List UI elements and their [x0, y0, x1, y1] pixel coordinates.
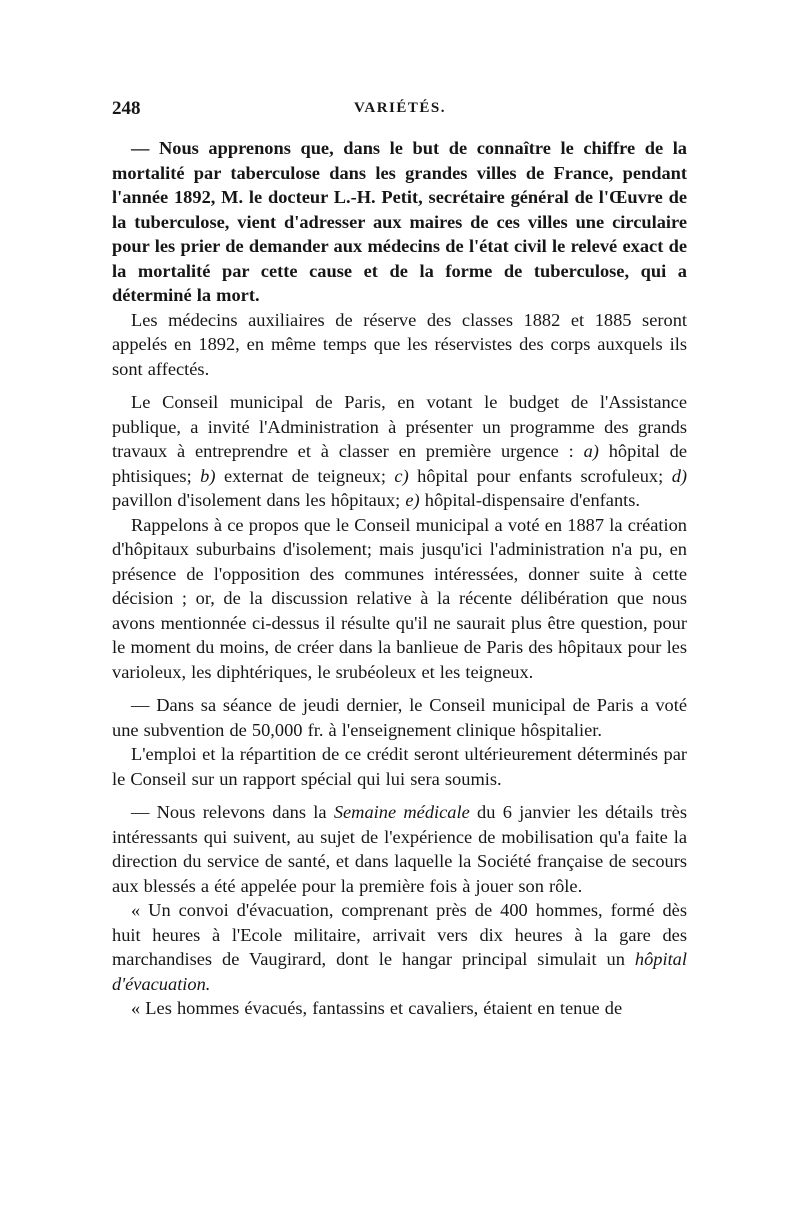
page-header: [112, 98, 688, 124]
paragraph-p9: [112, 996, 687, 1021]
paragraph-text: externat de teigneux;: [215, 465, 395, 486]
paragraph-text: L'emploi et la répartition de ce crédit seront ultérieurement déterminés par le Conseil sur un rapport spécial qui lui sera soumis.: [112, 744, 687, 789]
paragraph-text: hôpital-dispensaire d'enfants.: [419, 490, 641, 510]
paragraph-text: Les médecins auxiliaires de réserve des classes 1882 et 1885 seront appelés en 1892, en même temps que les réservistes des corps auxquels ils sont affectés.: [112, 309, 687, 379]
italic-text: c): [394, 465, 409, 486]
italic-text: b): [200, 465, 216, 486]
paragraph-text: — Dans sa séance de jeudi dernier, le Conseil municipal de Paris a voté une subvention de 50,000 fr. à l'enseignement clinique hôspitalier.: [112, 695, 687, 740]
paragraph-text: — Nous relevons dans la: [131, 802, 334, 822]
paragraph-p3: [112, 390, 687, 513]
italic-text: d): [671, 465, 688, 486]
italic-text: a): [583, 441, 599, 461]
paragraph-text: — Nous apprenons que, dans le but de connaître le chiffre de la mortalité par taberculose dans les grandes villes de France, pendant l'année 1892, M. le docteur L.-H. Petit, secrétaire général de l'Œuvre de la tuberculose, vient d'adresser aux maires de ces villes une circulaire pour les prier de demander aux médecins de l'état civil le relevé exact de la mortalité par cette cause et de la forme de tuberculose, qui a déterminé la mort.: [112, 138, 687, 305]
paragraph-p5: [112, 693, 687, 742]
paragraph-text: pavillon d'isolement dans les hôpitaux;: [112, 490, 406, 510]
paragraph-text: Le Conseil municipal de Paris, en votant le budget de l'Assistance publique, a invité l'Administration à présenter un programme des grands travaux à entreprendre et à classer en première urgence :: [112, 392, 687, 461]
paragraph-text: « Les hommes évacués, fantassins et cavaliers, étaient en tenue de: [131, 998, 623, 1018]
paragraph-text: « Un convoi d'évacuation, comprenant près de 400 hommes, formé dès huit heures à l'Ecole militaire, arrivait vers dix heures à la gare des marchandises de Vaugirard, dont le hangar principal simulait un: [112, 900, 687, 969]
running-title: VARIÉTÉS.: [353, 100, 446, 116]
body-text: [112, 136, 687, 1021]
paragraph-text: Rappelons à ce propos que le Conseil municipal a voté en 1887 la création d'hôpitaux suburbains d'isolement; mais jusqu'ici l'administration n'a pu, en présence de l'opposition des communes intéressées, donner suite à cette décision ; or, de la discussion relative à la récente délibération que nous avons mentionnée ci-dessus il résulte qu'il ne saurait plus être question, pour le moment du moins, de créer dans la banlieue de Paris des hôpitaux pour les varioleux, les diphtériques, le srubéoleux et les teigneux.: [112, 514, 687, 682]
paragraph-p2: [112, 308, 687, 382]
paragraph-p8: [112, 898, 687, 996]
italic-text: hôpital d'évacuation.: [112, 949, 687, 994]
italic-text: e): [405, 490, 420, 510]
paragraph-text: hôpital pour enfants scrofuleux;: [408, 465, 672, 486]
paragraph-text: du 6 janvier les détails très intéressants qui suivent, au sujet de l'expérience de mobilisation qu'a faite la direction du service de santé, et dans laquelle la Société française de secours aux blessés a été appelée pour la première fois à jouer son rôle.: [112, 802, 687, 896]
page-number: 248: [112, 98, 141, 119]
paragraph-text: hôpital de phtisiques;: [112, 441, 687, 486]
paragraph-p6: [112, 742, 687, 791]
italic-text: Semaine médicale: [333, 802, 470, 822]
paragraph-p1: [112, 136, 687, 308]
paragraph-p7: [112, 800, 687, 898]
paragraph-p4: [112, 513, 687, 685]
